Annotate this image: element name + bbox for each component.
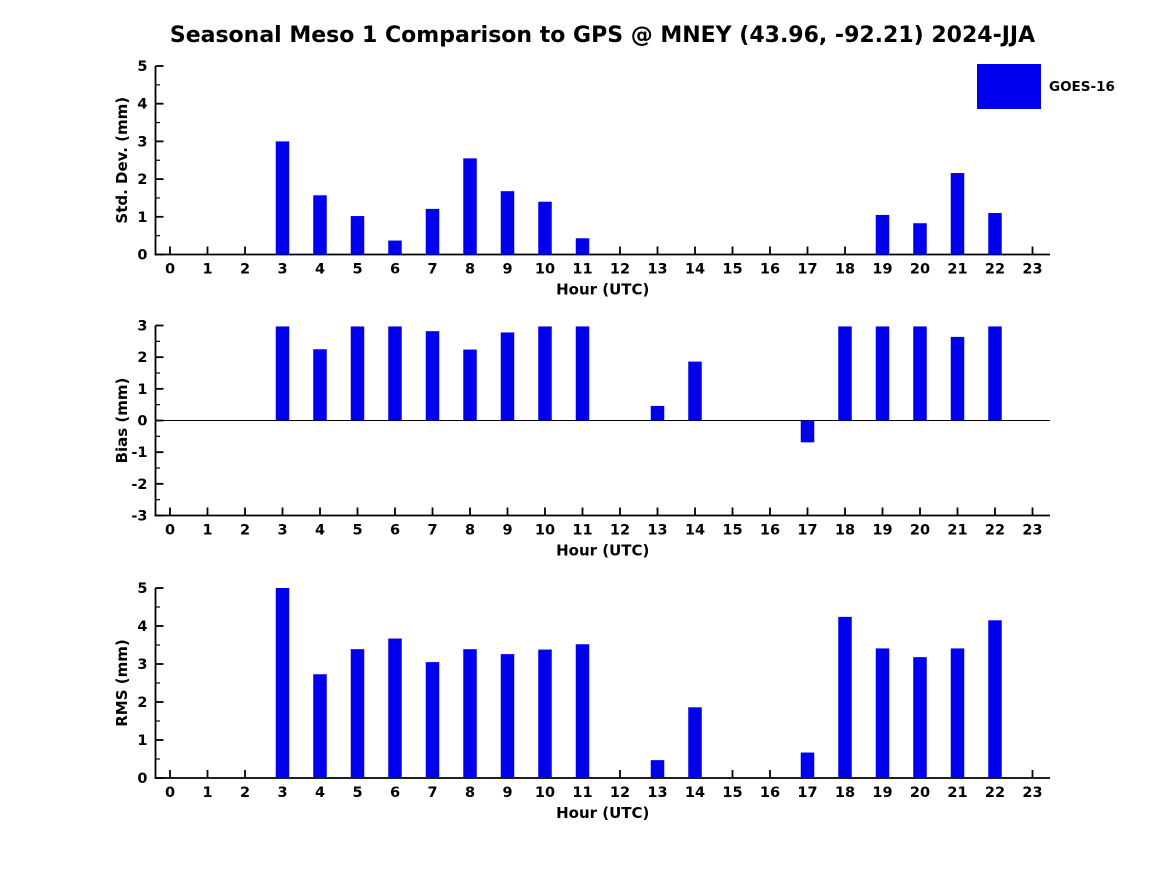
x-tick-label: 20: [909, 522, 931, 539]
bar-hour-13: [651, 406, 665, 421]
y-axis-label: Std. Dev. (mm): [113, 96, 131, 224]
y-tick-label: 4: [137, 619, 148, 635]
bar-hour-7: [426, 662, 440, 778]
chart-bias: [113, 319, 1050, 560]
x-tick-label: 10: [534, 261, 556, 278]
y-tick-label: -1: [131, 445, 148, 462]
bar-hour-11: [576, 326, 590, 420]
x-tick-label: 16: [759, 522, 781, 539]
x-tick-label: 19: [872, 522, 893, 539]
x-axis-label: Hour (UTC): [556, 541, 650, 560]
bar-hour-4: [313, 195, 327, 254]
bar-hour-5: [351, 326, 365, 420]
x-tick-label: 18: [834, 785, 856, 801]
x-axis-label: Hour (UTC): [556, 804, 650, 822]
bar-hour-21: [951, 648, 965, 778]
x-tick-label: 2: [239, 785, 251, 801]
x-tick-label: 9: [502, 785, 513, 801]
bar-hour-9: [501, 654, 515, 778]
x-tick-label: 22: [984, 261, 1006, 278]
bar-hour-10: [538, 326, 552, 420]
bar-hour-3: [276, 326, 290, 420]
bar-hour-22: [988, 620, 1002, 778]
y-tick-label: 3: [137, 134, 148, 151]
y-tick-label: -2: [131, 476, 148, 493]
bar-hour-8: [463, 649, 477, 778]
x-tick-label: 7: [427, 522, 438, 539]
x-tick-label: 23: [1022, 522, 1043, 539]
y-tick-label: 5: [137, 59, 148, 75]
x-tick-label: 8: [464, 785, 476, 801]
bar-hour-17: [801, 421, 815, 443]
x-tick-label: 3: [277, 522, 288, 539]
bar-hour-8: [463, 350, 477, 421]
x-tick-label: 14: [684, 261, 706, 278]
bar-hour-8: [463, 158, 477, 254]
y-axis-label: RMS (mm): [113, 639, 131, 727]
x-tick-label: 4: [314, 261, 326, 278]
x-tick-label: 17: [797, 522, 818, 539]
x-tick-label: 11: [572, 261, 593, 278]
bar-hour-4: [313, 349, 327, 420]
x-tick-label: 10: [534, 785, 556, 801]
x-tick-label: 16: [759, 261, 781, 278]
x-tick-label: 7: [427, 261, 438, 278]
x-tick-label: 15: [722, 785, 743, 801]
x-tick-label: 20: [909, 785, 931, 801]
y-tick-label: 0: [137, 771, 148, 787]
x-tick-label: 16: [759, 785, 781, 801]
x-tick-label: 1: [202, 522, 213, 539]
x-tick-label: 19: [872, 785, 893, 801]
y-tick-label: 3: [137, 657, 148, 673]
bar-hour-10: [538, 202, 552, 255]
bar-hour-18: [838, 617, 852, 778]
y-tick-label: 2: [137, 695, 148, 711]
bar-hour-14: [688, 707, 702, 778]
x-tick-label: 15: [722, 261, 743, 278]
bar-hour-14: [688, 362, 702, 421]
x-tick-label: 2: [239, 522, 251, 539]
bar-hour-13: [651, 760, 665, 778]
x-tick-label: 1: [202, 261, 213, 278]
bar-hour-11: [576, 238, 590, 254]
x-tick-label: 11: [572, 522, 593, 539]
x-tick-label: 2: [239, 261, 251, 278]
x-tick-label: 9: [502, 522, 513, 539]
x-tick-label: 22: [984, 785, 1006, 801]
x-tick-label: 11: [572, 785, 593, 801]
x-tick-label: 23: [1022, 785, 1043, 801]
bar-hour-6: [388, 326, 402, 420]
x-tick-label: 9: [502, 261, 513, 278]
x-tick-label: 13: [647, 261, 668, 278]
bar-hour-21: [951, 337, 965, 421]
x-tick-label: 5: [352, 785, 363, 801]
bar-hour-22: [988, 326, 1002, 420]
legend-label: GOES-16: [1049, 78, 1115, 95]
bar-hour-6: [388, 639, 402, 778]
x-tick-label: 6: [389, 785, 401, 801]
x-tick-label: 10: [534, 522, 556, 539]
x-tick-label: 17: [797, 785, 818, 801]
x-tick-label: 12: [609, 522, 631, 539]
y-tick-label: 0: [137, 413, 148, 430]
bar-hour-19: [876, 326, 890, 420]
x-tick-label: 20: [909, 261, 931, 278]
x-tick-label: 13: [647, 522, 668, 539]
x-tick-label: 8: [464, 261, 476, 278]
x-tick-label: 1: [202, 785, 213, 801]
x-tick-label: 0: [164, 261, 176, 278]
bar-hour-7: [426, 331, 440, 420]
bar-hour-20: [913, 223, 927, 254]
x-tick-label: 18: [834, 522, 856, 539]
x-tick-label: 6: [389, 261, 401, 278]
x-tick-label: 4: [314, 522, 326, 539]
x-tick-label: 12: [609, 785, 631, 801]
bar-hour-20: [913, 657, 927, 778]
bar-hour-10: [538, 650, 552, 778]
x-tick-label: 5: [352, 522, 363, 539]
bar-hour-5: [351, 216, 365, 254]
y-axis-label: Bias (mm): [113, 377, 131, 464]
x-tick-label: 4: [314, 785, 326, 801]
x-tick-label: 19: [872, 261, 893, 278]
x-tick-label: 12: [609, 261, 631, 278]
x-axis-label: Hour (UTC): [556, 280, 650, 299]
bar-hour-9: [501, 332, 515, 420]
x-tick-label: 23: [1022, 261, 1043, 278]
x-tick-label: 21: [947, 522, 968, 539]
y-tick-label: 5: [137, 581, 148, 597]
bar-hour-4: [313, 674, 327, 778]
x-tick-label: 3: [277, 785, 288, 801]
x-tick-label: 5: [352, 261, 363, 278]
x-tick-label: 17: [797, 261, 818, 278]
y-tick-label: 4: [137, 96, 148, 113]
chart-rms: [113, 581, 1050, 822]
y-tick-label: 0: [137, 247, 148, 264]
bar-hour-21: [951, 173, 965, 254]
y-tick-label: 1: [137, 209, 148, 226]
x-tick-label: 13: [647, 785, 668, 801]
bar-hour-7: [426, 209, 440, 255]
x-tick-label: 18: [834, 261, 856, 278]
x-tick-label: 14: [684, 785, 706, 801]
x-tick-label: 8: [464, 522, 476, 539]
x-tick-label: 14: [684, 522, 706, 539]
x-tick-label: 21: [947, 785, 968, 801]
bar-hour-11: [576, 644, 590, 778]
y-tick-label: -3: [131, 508, 148, 525]
bar-hour-22: [988, 213, 1002, 254]
bar-hour-5: [351, 649, 365, 778]
y-tick-label: 2: [137, 350, 148, 367]
bar-hour-19: [876, 215, 890, 255]
y-tick-label: 2: [137, 172, 148, 189]
x-tick-label: 6: [389, 522, 401, 539]
chart-title: Seasonal Meso 1 Comparison to GPS @ MNEY (43.96, -92.21) 2024-JJA: [169, 23, 1036, 48]
chart-std-dev: [113, 59, 1050, 299]
x-tick-label: 21: [947, 261, 968, 278]
x-tick-label: 3: [277, 261, 288, 278]
y-tick-label: 1: [137, 381, 148, 398]
bar-hour-3: [276, 588, 290, 778]
bar-hour-9: [501, 191, 515, 254]
x-tick-label: 22: [984, 522, 1006, 539]
bar-hour-17: [801, 753, 815, 778]
y-tick-label: 1: [137, 733, 148, 749]
bar-hour-6: [388, 241, 402, 255]
x-tick-label: 7: [427, 785, 438, 801]
x-tick-label: 15: [722, 522, 743, 539]
bar-hour-20: [913, 326, 927, 420]
bar-hour-3: [276, 141, 290, 254]
y-tick-label: 3: [137, 318, 148, 335]
x-tick-label: 0: [164, 522, 176, 539]
bar-hour-18: [838, 326, 852, 420]
bar-hour-19: [876, 648, 890, 778]
x-tick-label: 0: [164, 785, 176, 801]
